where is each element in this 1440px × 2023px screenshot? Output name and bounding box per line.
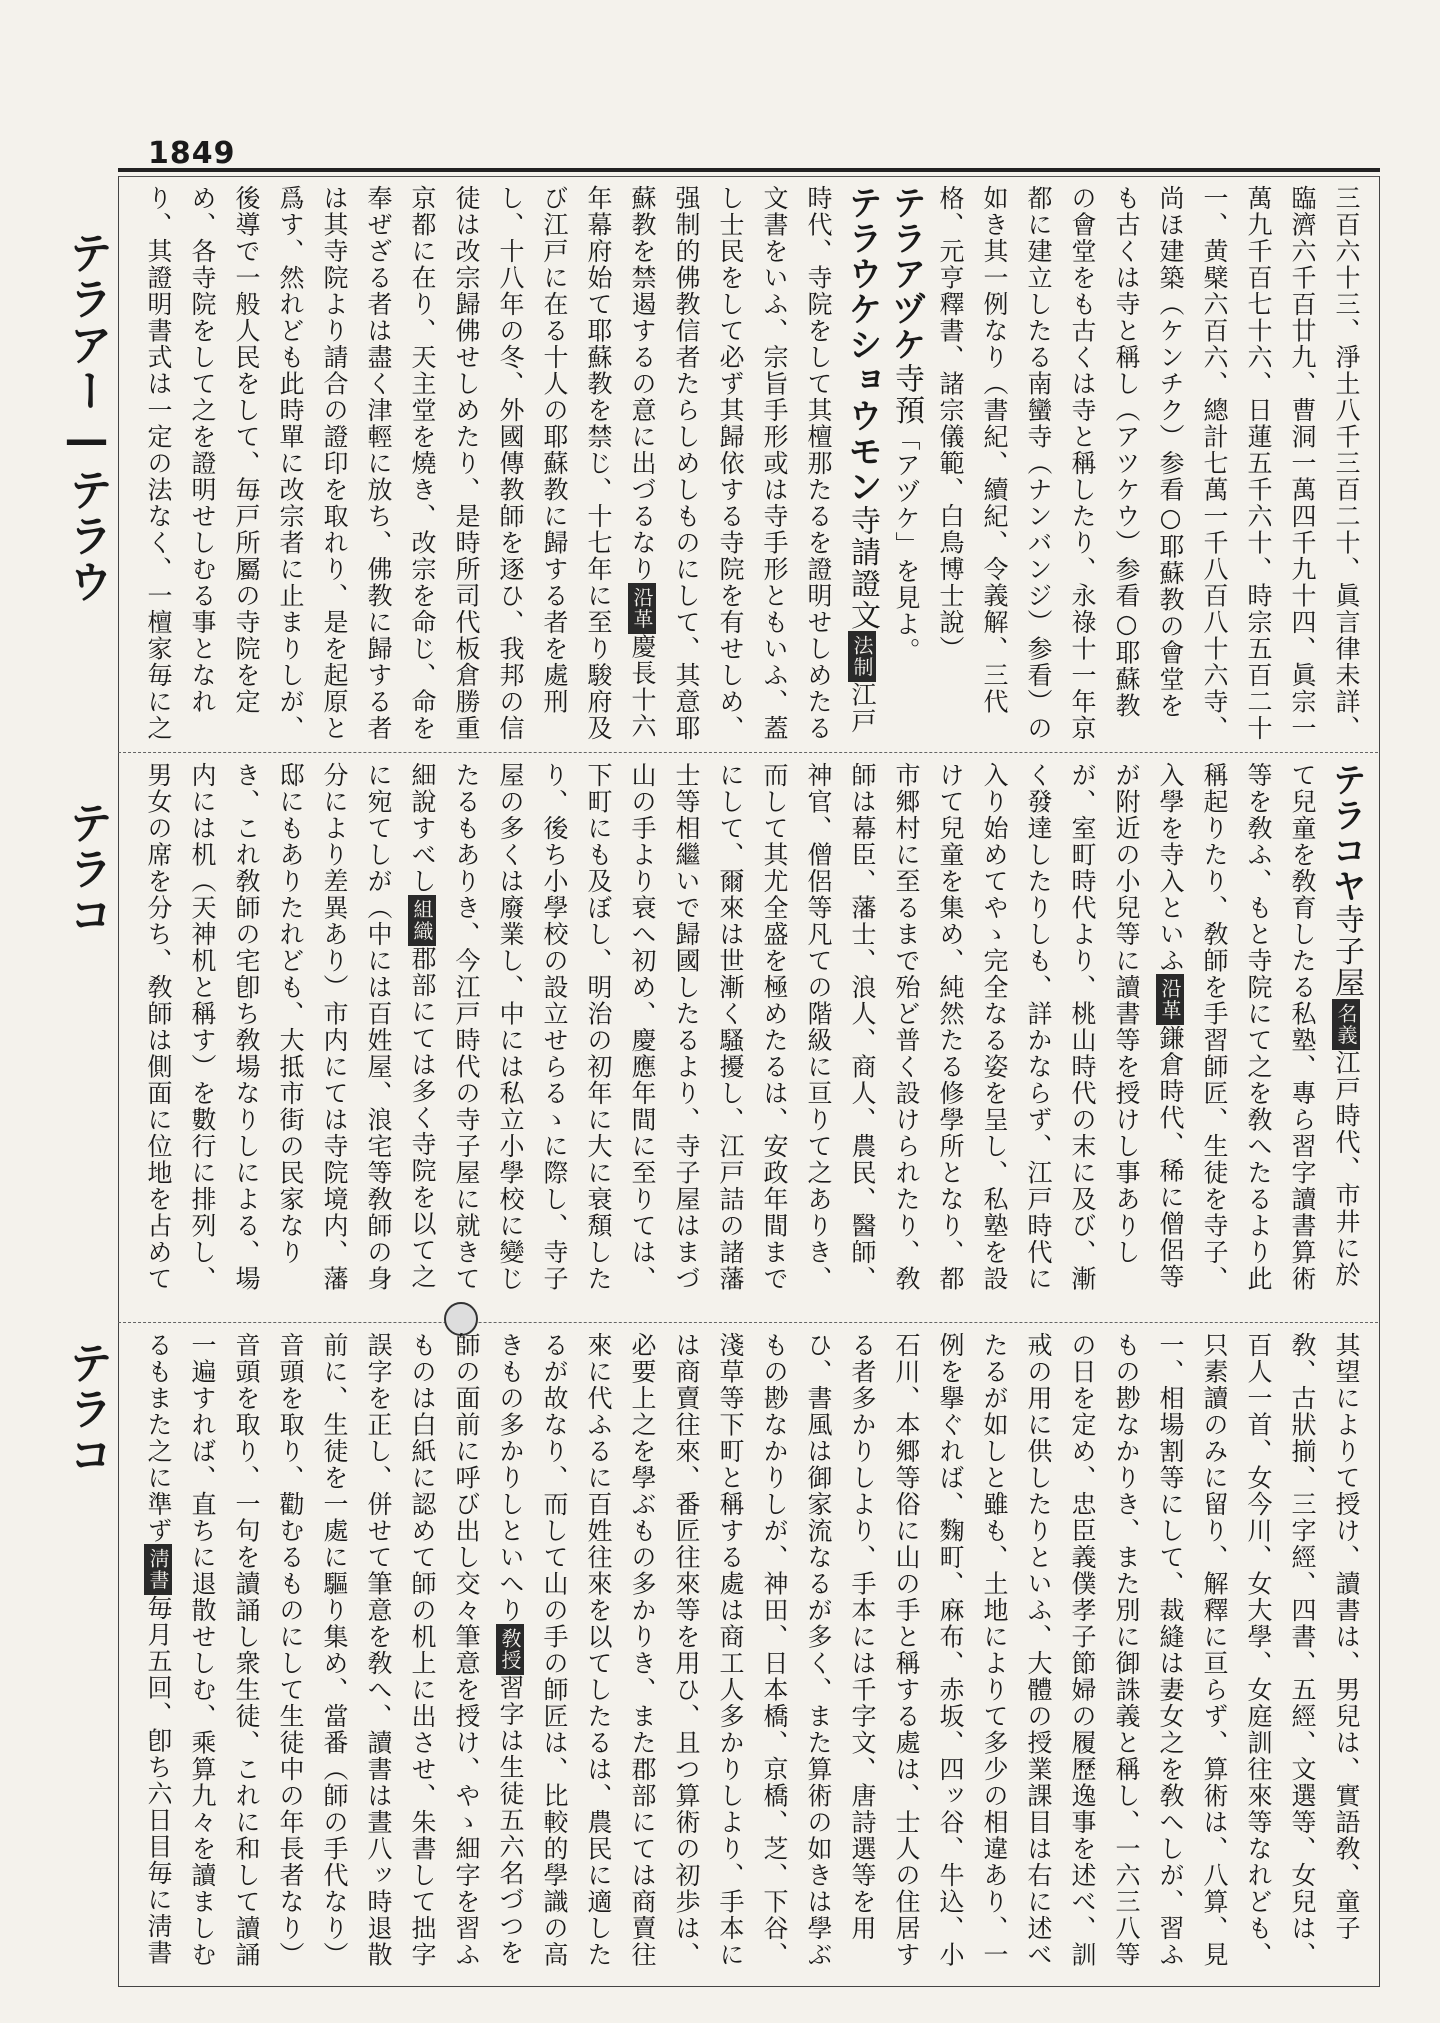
section-tag-meigi: 名義 bbox=[1332, 999, 1360, 1050]
entry-terakoya-cont bbox=[128, 1332, 1368, 1977]
section-tag-kyoju: 敎授 bbox=[496, 1624, 524, 1675]
section-tag-soshiki: 組織 bbox=[408, 895, 436, 946]
entry-body: 江戸時代、寺院をして其檀那たるを證明せしめたる文書をいふ、宗旨手形或は寺手形ともいふ、蓋し士民をして必ず其歸依する寺院を有せしめ、强制的佛教信者たらしめしものにして、其意耶蘇教を禁遏するの意に出づるなり bbox=[628, 185, 877, 742]
entry-body-3: 毎月五回、卽ち六日目毎に淸書 bbox=[144, 1595, 173, 1966]
headword-kanji: 寺請證文 bbox=[845, 504, 880, 631]
headword-kanji: 寺預 bbox=[889, 362, 924, 426]
entry-body: 江戸時代、市井に於て兒童を敎育したる私塾、專ら習字讀書算術等を敎ふ、もと寺院にて之を敎へたるより此稱起りたり、敎師を手習師匠、生徒を寺子、入學を寺入といふ bbox=[1156, 762, 1361, 1292]
page-number: 1849 bbox=[148, 136, 236, 171]
entry-teraazuke bbox=[884, 185, 928, 745]
side-index-terako-1: テラコ bbox=[61, 800, 112, 938]
band-divider-2 bbox=[118, 1322, 1378, 1323]
side-index-terako-2: テラコ bbox=[61, 1340, 112, 1478]
bottom-band bbox=[128, 1332, 1368, 1977]
entry-terauke-shomon bbox=[128, 185, 884, 745]
stamp-mark-icon bbox=[444, 1302, 478, 1336]
section-tag-enkaku: 沿革 bbox=[1156, 974, 1184, 1025]
entry-body-2: 慶長十六年幕府始て耶蘇教を禁じ、十七年に至り駿府及び江戸に在る十人の耶蘇教に歸する者を處刑し、十八年の冬、外國傳教師を逐ひ、我邦の信徒は改宗歸佛せしめたり、是時所司代板倉勝重京都に在り、天主堂を燒き、改宗を命じ、命を奉ぜざる者は盡く津輕に放ち、佛教に歸する者は其寺院より請合の證印を取れり、是を起原と爲す、然れども此時單に改宗者に止まりしが、後導で一般人民をして、毎戸所屬の寺院を定め、各寺院をして之を證明せしむる事となれり、其證明書式は一定の法なく、一檀家毎に之 bbox=[144, 185, 657, 742]
entry-body-3: 郡部にては多く寺院を以て之に宛てしが（中には百姓屋、浪宅等敎師の身分により差異あり）市内にては寺院境内、藩邸にもありたれども、大抵市街の民家なりき、これ敎師の宅卽ち敎場なりしによる、場内には机（天神机と稱す）を數行に排列し、男女の席を分ち、敎師は側面に位地を占めて bbox=[144, 762, 437, 1292]
entry-body-2: 習字は生徒五六名づつを師の面前に呼び出し交々筆意を授け、やゝ細字を習ふものは白紙に認めて師の机上に出させ、朱書して拙字誤字を正し、併せて筆意を敎へ、讀書は晝八ッ時退散前に、生徒を一處に驅り集め、當番（師の手代なり）音頭を取り、勸むるものにして生徒中の年長者なり）音頭を取り、一句を讀誦し衆生徒、これに和して讀誦一遍すれば、直ちに退散せしむ、乘算九々を讀ましむるもまた之に準ず bbox=[144, 1332, 525, 1968]
middle-band bbox=[128, 762, 1368, 1312]
headword: テラコヤ bbox=[1326, 762, 1366, 904]
category-tag: 法制 bbox=[848, 631, 876, 682]
entry-terakoya bbox=[128, 762, 1368, 1312]
side-index-range: テラアー—テラウ bbox=[61, 230, 112, 605]
entry-body: 其望によりて授け、讀書は、男兒は、實語敎、童子敎、古狀揃、三字經、四書、五經、文選等、女兒は、百人一首、女今川、女大學、女庭訓往來等なれども、只素讀のみに留り、解釋に亘らず、算術は、八算、見一、相場割等にして、裁縫は妻女之を敎へしが、習ふもの尠なかりき、また別に御誅義と稱し、一六三八等の日を定め、忠臣義僕孝子節婦の履歷逸事を述べ、訓戒の用に供したりといふ、大體の授業課目は右に述べたるが如しと雖も、土地によりて多少の相違あり、一例を擧ぐれば、麴町、麻布、赤坂、四ッ谷、牛込、小石川、本郷等俗に山の手と稱する處は、士人の住居する者多かりしより、手本には千字文、唐詩選等を用ひ、書風は御家流なるが多く、また算術の如きは學ぶもの尠なかりしが、神田、日本橋、京橋、芝、下谷、淺草等下町と稱する處は商工人多かりしより、手本には商賣往來、番匠往來等を用ひ、且つ算術の初歩は、必要上之を學ぶもの多かりき、また郡部にては商賣往來に代ふるに百姓往來を以てしたるは、農民に適したるが故なり、而して山の手の師匠は、比較的學識の高きもの多かりしといへり bbox=[496, 1332, 1361, 1968]
entry-body-2: 鎌倉時代、稀に僧侶等が附近の小兒等に讀書等を授けし事ありしが、室町時代より、桃山時代の末に及び、漸く發達したりしも、詳かならず、江戸時代に入り始めてやゝ完全なる姿を呈し、私塾を設けて兒童を集め、純然たる修學所となり、都市郷村に至るまで殆ど普く設けられたり、敎師は幕臣、藩士、浪人、商人、農民、醫師、神官、僧侶等凡ての階級に亘りて之ありき、而して其尤全盛を極めたるは、安政年間までにして、爾來は世漸く騷擾し、江戸詰の諸藩士等相繼いで歸國したるより、寺子屋はまづ山の手より衰へ初め、慶應年間に至りては、下町にも及ぼし、明治の初年に大に衰頽したり、後ち小學校の設立せらるゝに際し、寺子屋の多くは廢業し、中には私立小學校に變じたるもありき、今江戸時代の寺子屋に就きて細說すべし bbox=[408, 762, 1185, 1292]
band-divider-1 bbox=[118, 752, 1378, 753]
section-tag: 沿革 bbox=[628, 583, 656, 634]
headword: テラアヅケ bbox=[886, 185, 926, 363]
headword: テラウケショウモン bbox=[842, 185, 882, 505]
headword-kanji: 寺子屋 bbox=[1329, 904, 1364, 999]
continuation-text: 三百六十三、淨土八千三百二十、眞言律未詳、臨濟六千百廿九、曹洞一萬四千九十四、眞宗一萬九千百七十六、日蓮五千六十、時宗五百二十一、黄檗六百六、總計七萬一千八百八十六寺、尚ほ建築（ケンチク）参看○耶蘇教の會堂をも古くは寺と稱し（アツケウ）参看○耶蘇教の會堂をも古くは寺と稱したり、永祿十一年京都に建立したる南蠻寺（ナンバンジ）参看）の如き其一例なり（書紀、續紀、令義解、三代格、元亨釋書、諸宗儀範、白鳥博士說） bbox=[936, 185, 1361, 742]
section-tag-seisho: 淸書 bbox=[144, 1544, 172, 1595]
entry-body: 「アヅケ」を見よ。 bbox=[892, 425, 921, 664]
top-rule bbox=[118, 168, 1380, 172]
top-band bbox=[128, 185, 1368, 745]
